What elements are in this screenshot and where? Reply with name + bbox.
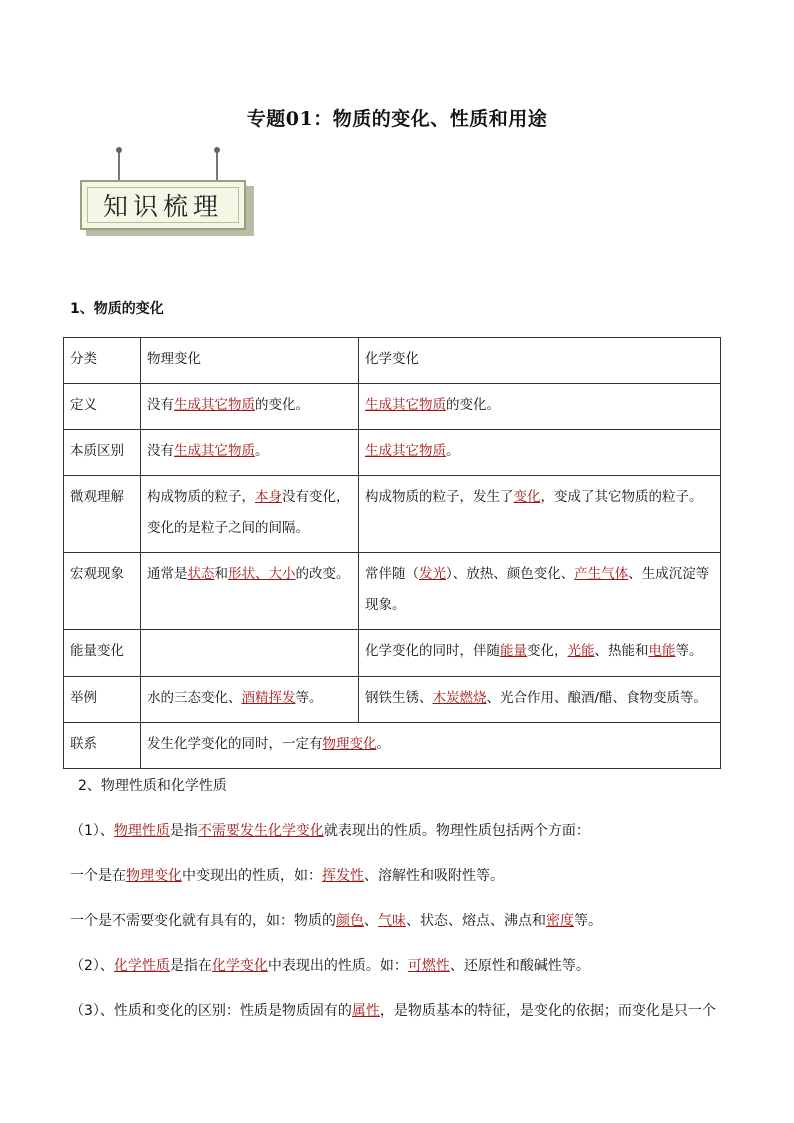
text-segment: 等。: [574, 913, 602, 929]
banner-board: [80, 180, 246, 230]
table-row: [64, 430, 721, 476]
table-header-cell: 分类: [64, 338, 141, 384]
paragraph: [78, 775, 227, 795]
chemical-change-cell: [359, 430, 721, 476]
text-segment: 常伴随（: [365, 566, 419, 582]
row-label: 定义: [64, 384, 141, 430]
key-term: 颜色: [336, 913, 364, 929]
text-segment: 、生成沉淀等现象。: [365, 566, 710, 613]
physical-change-cell: [141, 476, 359, 553]
text-segment: 、状态、熔点、沸点和: [406, 913, 546, 929]
paragraph: [70, 910, 602, 930]
key-term: 状态: [187, 566, 215, 582]
physical-change-cell: [141, 384, 359, 430]
text-segment: 、光合作用、酿酒/醋、食物变质等。: [486, 690, 708, 706]
text-segment: 、热能和: [594, 643, 649, 659]
text-segment: 。: [446, 443, 460, 459]
paragraph: [70, 820, 590, 840]
table-row: [64, 384, 721, 430]
knowledge-banner: [78, 150, 258, 242]
text-segment: 变化，: [527, 643, 568, 659]
key-term: 变化: [513, 489, 541, 505]
change-comparison-table: [63, 337, 721, 769]
table-header-cell: 物理变化: [141, 338, 359, 384]
table-header-row: [64, 338, 721, 384]
text-segment: 中变现出的性质，如：: [182, 868, 322, 884]
text-segment: ，变成了其它物质的粒子。: [540, 489, 703, 505]
key-term: 生成其它物质: [174, 443, 255, 459]
key-term: 可燃性: [407, 958, 450, 974]
row-label: 举例: [64, 677, 141, 723]
key-term: 生成其它物质: [365, 443, 446, 459]
text-segment: 中表现出的性质。如：: [267, 958, 408, 974]
row-label: 本质区别: [64, 430, 141, 476]
text-segment: 等。: [295, 690, 323, 706]
key-term: 密度: [546, 913, 574, 929]
link-cell: [141, 723, 721, 769]
table-row-link: [64, 723, 721, 769]
text-segment: 的变化。: [446, 397, 500, 413]
row-label: 微观理解: [64, 476, 141, 553]
physical-change-cell: [141, 677, 359, 723]
key-term: 产生气体: [574, 566, 629, 582]
key-term: 物理变化: [126, 868, 182, 884]
key-term: 不需要发生化学变化: [197, 823, 324, 839]
text-segment: 是指在: [169, 958, 212, 974]
text-segment: 的改变。: [295, 566, 350, 582]
key-term: 属性: [351, 1003, 380, 1019]
text-segment: 、还原性和酸碱性等。: [449, 958, 590, 974]
banner-post-left: [118, 150, 120, 180]
row-label: 联系: [64, 723, 141, 769]
key-term: 本身: [255, 489, 282, 505]
text-segment: 没有变化，变化的是粒子之间的间隔。: [147, 489, 350, 536]
table-row: [64, 677, 721, 723]
text-segment: 2、物理性质和化学性质: [78, 778, 227, 794]
text-segment: 化学变化的同时，伴随: [365, 643, 500, 659]
text-segment: 的变化。: [255, 397, 309, 413]
key-term: 气味: [378, 913, 406, 929]
text-segment: （2）、: [70, 958, 114, 974]
table-row: [64, 476, 721, 553]
key-term: 生成其它物质: [174, 397, 255, 413]
chemical-change-cell: [359, 630, 721, 677]
table-row: [64, 630, 721, 677]
text-segment: 一个是在: [70, 868, 126, 884]
key-term: 化学变化: [211, 958, 268, 974]
key-term: 木炭燃烧: [432, 690, 487, 706]
key-term: 能量: [500, 643, 527, 659]
text-segment: 、溶解性和吸附性等。: [364, 868, 504, 884]
text-segment: 、: [364, 913, 378, 929]
text-segment: （1）、: [70, 823, 114, 839]
key-term: 酒精挥发: [241, 690, 296, 706]
page-title: 专题01：物质的变化、性质和用途: [246, 108, 548, 130]
key-term: 化学性质: [113, 958, 170, 974]
paragraph: [70, 955, 590, 975]
text-segment: 一个是不需要变化就有具有的，如：物质的: [70, 913, 336, 929]
text-segment: 没有: [147, 443, 174, 459]
banner-label: 知识梳理: [87, 187, 239, 223]
key-term: 形状、大小: [228, 566, 296, 582]
physical-change-cell: [141, 630, 359, 677]
paragraph: [70, 865, 504, 885]
text-segment: 构成物质的粒子，: [147, 489, 255, 505]
text-segment: 通常是: [147, 566, 188, 582]
text-segment: 。: [255, 443, 269, 459]
key-term: 电能: [648, 643, 676, 659]
physical-change-cell: [141, 430, 359, 476]
text-segment: 没有: [147, 397, 174, 413]
text-segment: 就表现出的性质。物理性质包括两个方面：: [323, 823, 590, 839]
table-header-cell: 化学变化: [359, 338, 721, 384]
chemical-change-cell: [359, 384, 721, 430]
table-row: [64, 553, 721, 630]
text-segment: ，是物质基本的特征，是变化的依据；而变化是只一个: [379, 1003, 716, 1019]
text-segment: 水的三态变化、: [147, 690, 242, 706]
key-term: 发光: [419, 566, 446, 582]
key-term: 生成其它物质: [365, 397, 446, 413]
row-label: 宏观现象: [64, 553, 141, 630]
physical-change-cell: [141, 553, 359, 630]
row-label: 能量变化: [64, 630, 141, 677]
key-term: 挥发性: [322, 868, 364, 884]
text-segment: 钢铁生锈、: [365, 690, 433, 706]
key-term: 光能: [567, 643, 595, 659]
text-segment: 是指: [169, 823, 198, 839]
text-segment: 发生化学变化的同时，一定有: [147, 736, 323, 752]
banner-post-right: [216, 150, 218, 180]
text-segment: 。: [376, 736, 390, 752]
text-segment: （3）、性质和变化的区别：性质是物质固有的: [70, 1003, 352, 1019]
key-term: 物理性质: [113, 823, 170, 839]
paragraph: [70, 1000, 716, 1020]
section-heading-change: 1、物质的变化: [70, 301, 164, 317]
chemical-change-cell: [359, 476, 721, 553]
key-term: 物理变化: [322, 736, 377, 752]
text-segment: ）、放热、颜色变化、: [446, 566, 575, 582]
chemical-change-cell: [359, 677, 721, 723]
chemical-change-cell: [359, 553, 721, 630]
text-segment: 和: [214, 566, 228, 582]
text-segment: 等。: [675, 643, 703, 659]
text-segment: 构成物质的粒子，发生了: [365, 489, 514, 505]
